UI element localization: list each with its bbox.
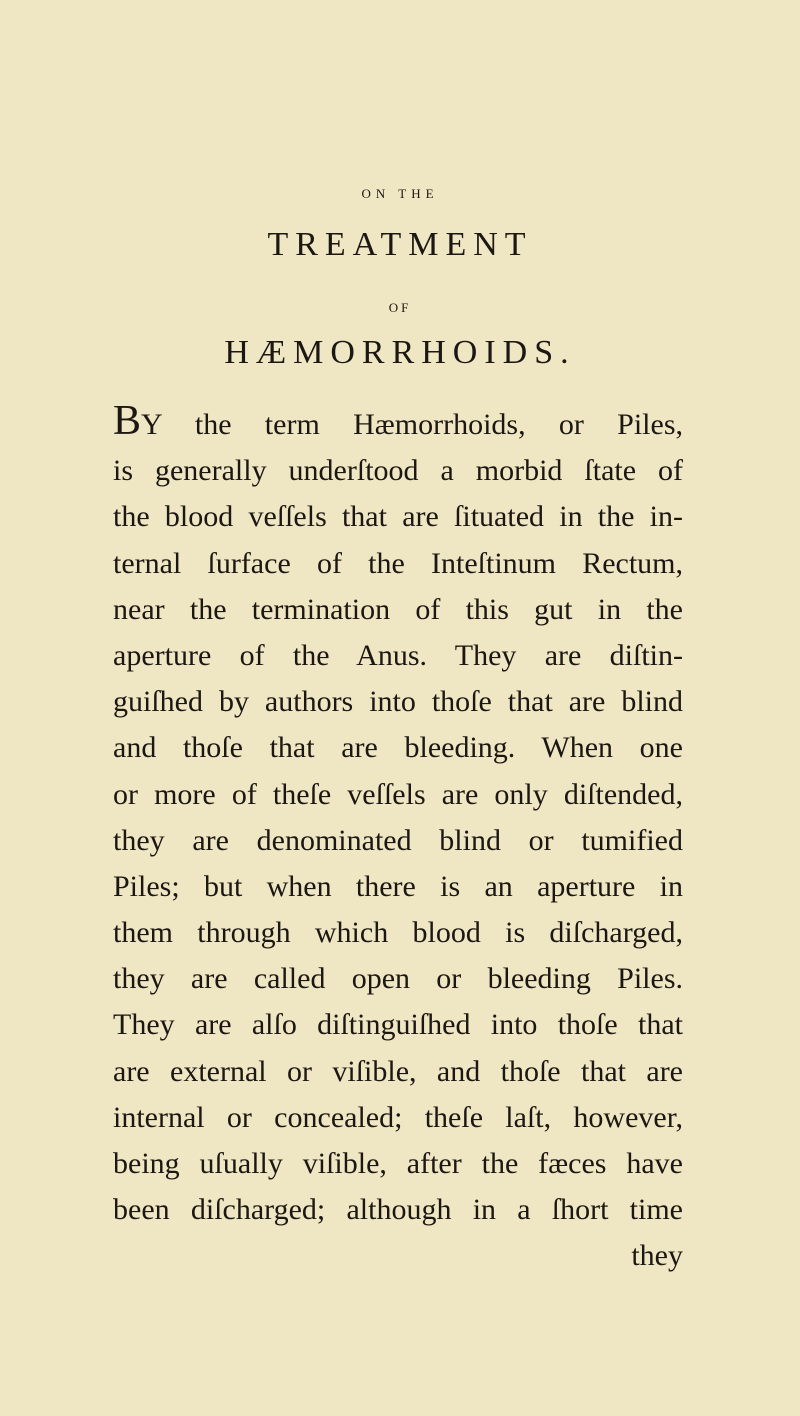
body-line-1 [113,398,683,448]
body-line: them through which blood is diſcharged, [113,916,683,950]
catchword: they [631,1239,683,1273]
body-line: guiſhed by authors into thoſe that are blind [113,685,683,719]
body-paragraph [113,398,683,1280]
heading-on-the: ON THE [361,186,439,201]
body-line: near the termination of this gut in the [113,592,683,626]
drop-cap: B [113,398,142,444]
body-line: they are called open or bleeding Piles. [113,962,683,996]
body-line: or more of theſe veſſels are only diſtended, [113,777,683,811]
first-line-text: Y the term Hæmorrhoids, or Piles, [141,408,683,441]
heading-of: OF [388,300,412,315]
body-line: Piles; but when there is an aperture in [113,869,683,903]
body-line: They are alſo diſtinguiſhed into thoſe that [113,1008,683,1042]
body-line: been diſcharged; although in a ſhort time [113,1193,683,1227]
body-line: is generally underſtood a morbid ſtate of [113,454,683,488]
body-line: are external or viſible, and thoſe that are [113,1054,683,1088]
body-line: internal or concealed; theſe laſt, however, [113,1100,683,1134]
body-line: being uſually viſible, after the fæces have [113,1147,683,1180]
heading-title: TREATMENT [267,226,533,263]
body-line: aperture of the Anus. They are diſtin- [113,638,683,672]
body-line: and thoſe that are bleeding. When one [113,731,683,765]
heading-subject: HÆMORRHOIDS. [224,334,576,371]
body-line: the blood veſſels that are ſituated in the in- [113,500,683,534]
body-line: they are denominated blind or tumified [113,823,683,857]
body-line: ternal ſurface of the Inteſtinum Rectum, [113,546,683,580]
